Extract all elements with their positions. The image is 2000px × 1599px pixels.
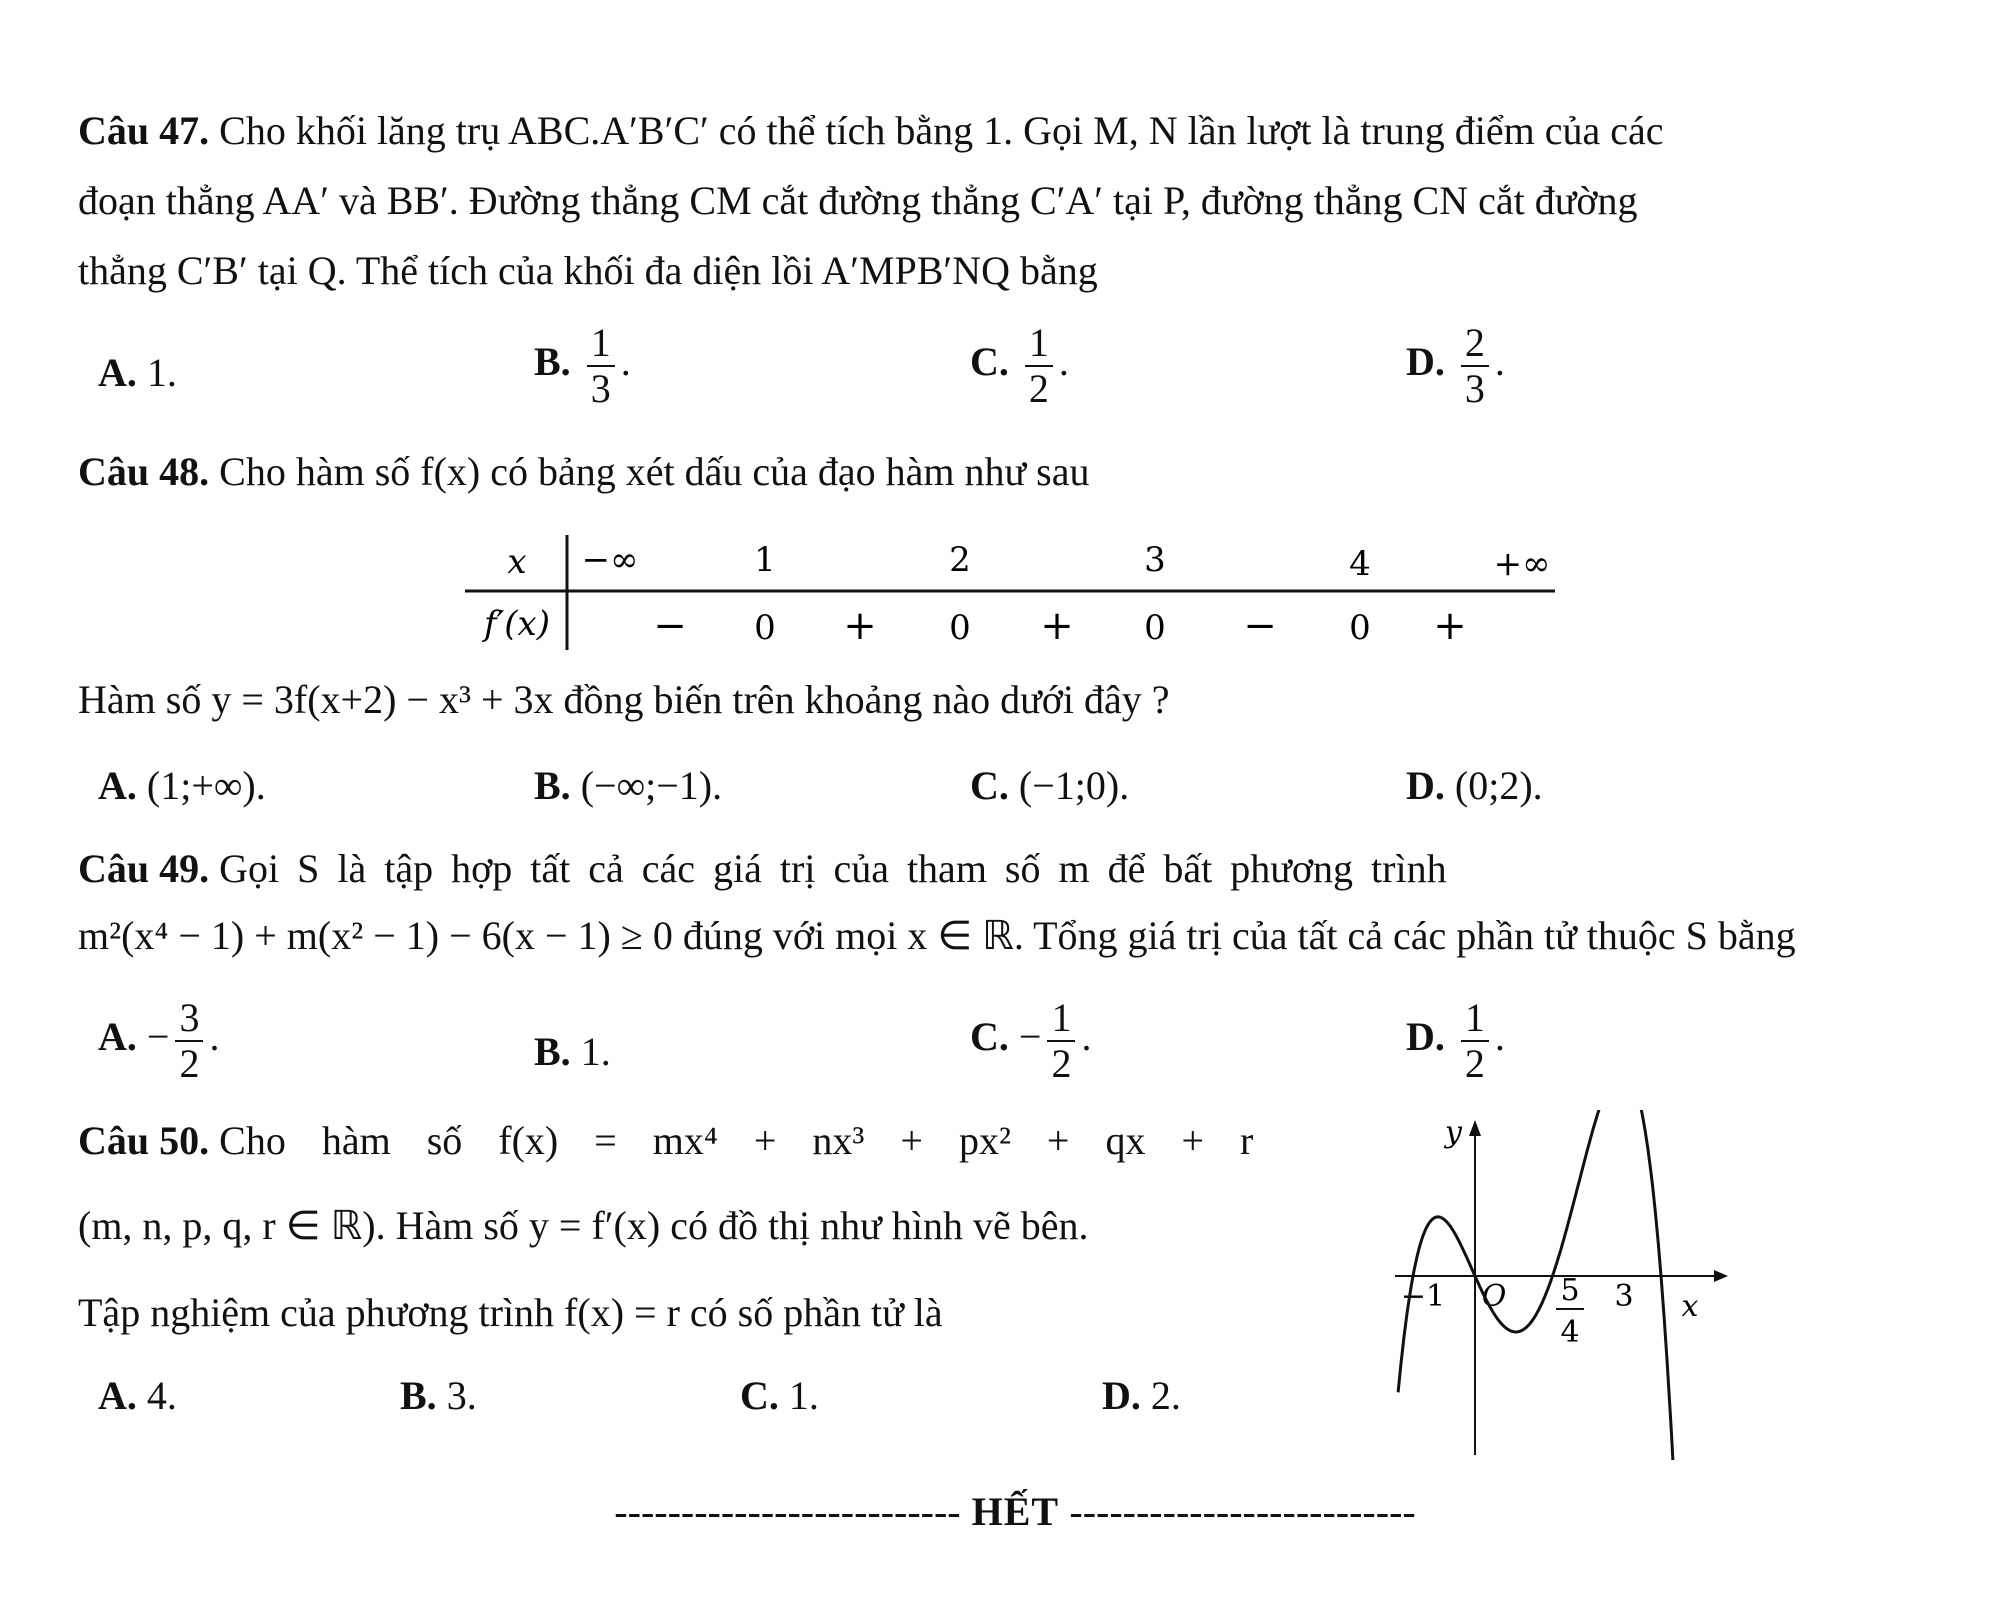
q47-line-2: đoạn thẳng AA′ và BB′. Đường thẳng CM cắt đường thẳng C′A′ tại P, đường thẳng CN cắt đường	[78, 178, 1638, 223]
origin-label: O	[1481, 1279, 1507, 1314]
sign-table-sign: +	[843, 603, 877, 649]
q47-line-1	[78, 107, 1664, 155]
q47-option-d[interactable]: D. $\frac{2}{3}$ .	[1406, 320, 1505, 411]
root-label-5: 5	[1560, 1273, 1580, 1308]
q48-question: Hàm số y = 3f(x+2) − x³ + 3x đồng biến trên khoảng nào dưới đây ?	[78, 677, 1170, 722]
q47-line-3: thẳng C′B′ tại Q. Thể tích của khối đa diện lồi A′MPB′NQ bằng	[78, 248, 1098, 293]
q49-line-1	[78, 845, 1447, 893]
sign-table-zero: 0	[1349, 608, 1371, 648]
fraction: $\frac{1}{2}$	[1025, 321, 1053, 411]
y-axis-label: y	[1445, 1115, 1462, 1150]
q49-option-c[interactable]: C. − $\frac{1}{2}$ .	[970, 995, 1092, 1086]
root-label-4: 4	[1560, 1315, 1580, 1350]
q48-number: Câu 48.	[78, 449, 210, 494]
q49-option-b[interactable]: B. 1.	[534, 1029, 611, 1074]
y-axis-arrow	[1469, 1120, 1481, 1136]
sign-table-x-value: 4	[1349, 544, 1371, 584]
q47-text-1: Cho khối lăng trụ ABC.A′B′C′ có thể tích bằng 1. Gọi M, N lần lượt là trung điểm của các	[219, 108, 1664, 153]
q48-option-d[interactable]: D. (0;2).	[1406, 763, 1543, 808]
x-axis-arrow	[1714, 1270, 1728, 1282]
end-marker: -------------------------- HẾT --------------------------	[614, 1489, 1416, 1534]
q49-number: Câu 49.	[78, 846, 210, 891]
q50-option-b[interactable]: B. 3.	[400, 1373, 477, 1418]
sign-table-x-value: +∞	[1493, 544, 1551, 584]
q48-option-c[interactable]: C. (−1;0).	[970, 763, 1130, 808]
sign-table-fprime-label: f′(x)	[483, 604, 551, 644]
q50-text-1: Cho hàm số f(x) = mx⁴ + nx³ + px² + qx + r	[219, 1118, 1254, 1163]
sign-table-x-label: x	[507, 542, 527, 582]
q47-option-a[interactable]: A. 1.	[98, 350, 177, 395]
sign-table-x-value: −∞	[581, 540, 639, 580]
q48-line-1	[78, 448, 1089, 496]
q47-number: Câu 47.	[78, 108, 210, 153]
sign-table-sign: +	[1433, 603, 1467, 649]
sign-table-zero: 0	[949, 608, 971, 648]
sign-table-sign: −	[1243, 603, 1277, 649]
sign-table-x-value: 3	[1144, 540, 1166, 580]
q50-line-1	[78, 1117, 1253, 1165]
q49-option-d[interactable]: D. $\frac{1}{2}$ .	[1406, 995, 1505, 1086]
q48-intro: Cho hàm số f(x) có bảng xét dấu của đạo hàm như sau	[219, 449, 1090, 494]
q50-number: Câu 50.	[78, 1118, 210, 1163]
q49-line-2: m²(x⁴ − 1) + m(x² − 1) − 6(x − 1) ≥ 0 đúng với mọi x ∈ ℝ. Tổng giá trị của tất cả các phần tử thuộc S bằng	[78, 913, 1796, 958]
fraction: $\frac{1}{2}$	[1461, 996, 1489, 1086]
q48-option-a[interactable]: A. (1;+∞).	[98, 763, 266, 808]
fraction: $\frac{3}{2}$	[175, 996, 203, 1086]
sign-table-zero: 0	[754, 608, 776, 648]
fraction: $\frac{2}{3}$	[1461, 321, 1489, 411]
q49-option-a[interactable]: A. − $\frac{3}{2}$ .	[98, 995, 220, 1086]
sign-table-x-value: 1	[754, 540, 776, 580]
q47-option-c[interactable]: C. $\frac{1}{2}$ .	[970, 320, 1069, 411]
root-label-3: 3	[1614, 1279, 1634, 1314]
sign-table	[460, 525, 1560, 660]
q50-line-2: (m, n, p, q, r ∈ ℝ). Hàm số y = f′(x) có đồ thị như hình vẽ bên.	[78, 1203, 1089, 1248]
q47-option-b[interactable]: B. $\frac{1}{3}$ .	[534, 320, 631, 411]
q50-option-c[interactable]: C. 1.	[740, 1373, 819, 1418]
sign-table-sign: +	[1040, 603, 1074, 649]
fraction: $\frac{1}{2}$	[1047, 996, 1075, 1086]
end-text: HẾT	[971, 1489, 1059, 1534]
fraction: $\frac{1}{3}$	[587, 321, 615, 411]
q48-option-b[interactable]: B. (−∞;−1).	[534, 763, 723, 808]
q50-option-d[interactable]: D. 2.	[1102, 1373, 1181, 1418]
x-axis-label: x	[1681, 1289, 1699, 1324]
sign-table-x-value: 2	[949, 540, 971, 580]
sign-table-sign: −	[653, 603, 687, 649]
q49-text-1: Gọi S là tập hợp tất cả các giá trị của tham số m để bất phương trình	[219, 846, 1447, 891]
derivative-graph	[1390, 1110, 1740, 1460]
sign-table-zero: 0	[1144, 608, 1166, 648]
q50-option-a[interactable]: A. 4.	[98, 1373, 177, 1418]
root-label-neg1: −1	[1400, 1279, 1446, 1314]
q50-line-3: Tập nghiệm của phương trình f(x) = r có số phần tử là	[78, 1290, 943, 1335]
